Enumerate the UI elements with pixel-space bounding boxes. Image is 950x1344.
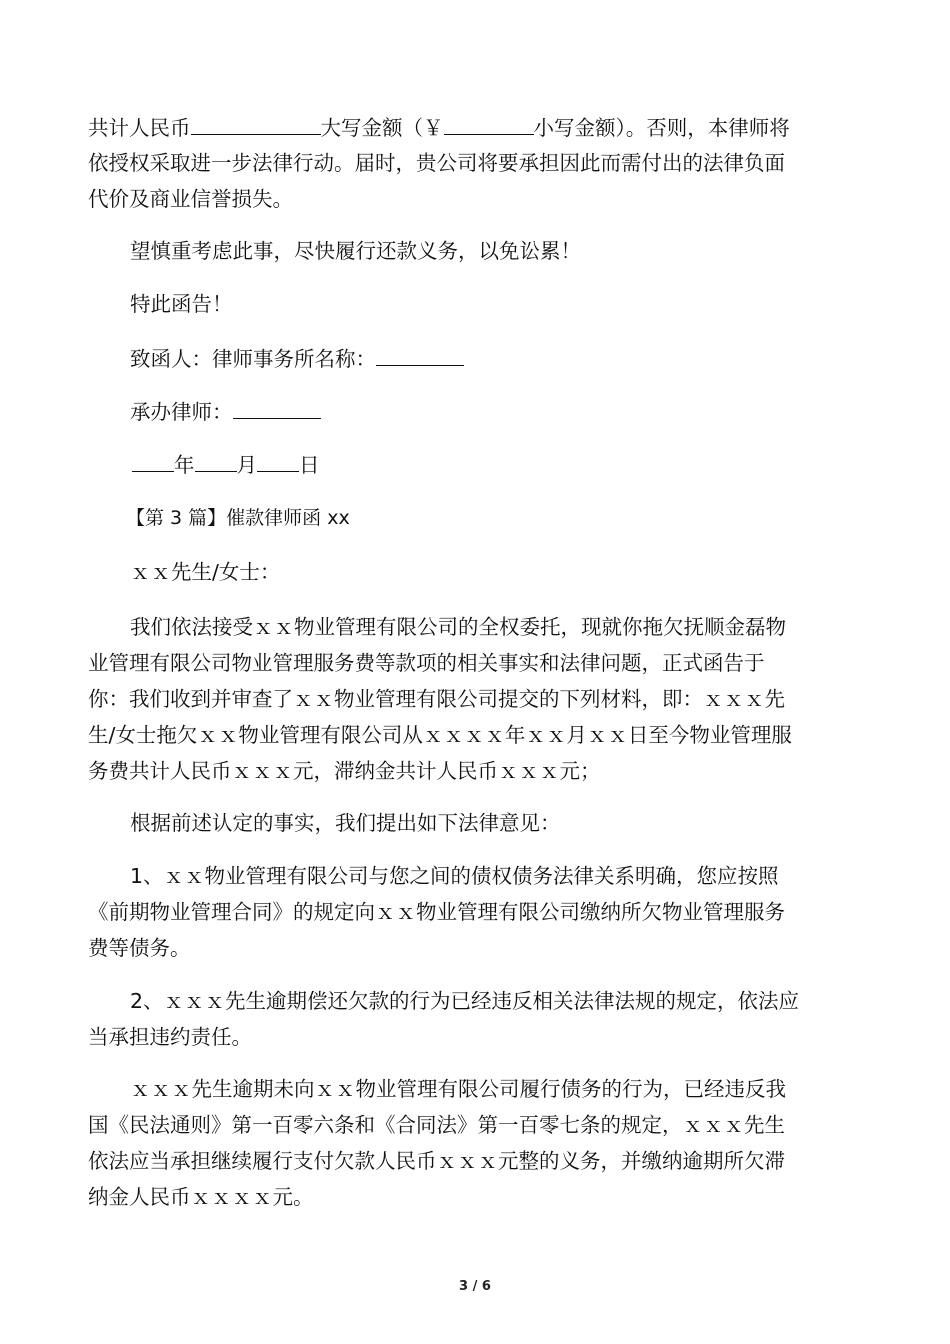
- paragraph-1-text-b: 大写金额（￥: [320, 116, 444, 140]
- section-heading: 【第 3 篇】催款律师函 xx: [126, 507, 350, 529]
- paragraph-7-line-2: 当承担违约责任。: [88, 1025, 252, 1049]
- lawyer-label: 承办律师：: [130, 400, 233, 424]
- paragraph-8-line-2: 国《民法通则》第一百零六条和《合同法》第一百零七条的规定，ｘｘｘ先生: [88, 1113, 785, 1137]
- paragraph-1-line-1: [88, 114, 790, 141]
- paragraph-4-line-5: 务费共计人民币ｘｘｘ元，滞纳金共计人民币ｘｘｘ元；: [88, 759, 601, 783]
- paragraph-2: 望慎重考虑此事，尽快履行还款义务，以免讼累！: [130, 239, 581, 263]
- paragraph-8-line-4: 纳金人民币ｘｘｘｘ元。: [88, 1185, 314, 1209]
- day-label: 日: [299, 453, 320, 477]
- firm-name-blank: [376, 345, 464, 366]
- paragraph-6-line-3: 费等债务。: [88, 936, 191, 960]
- paragraph-7-line-1: 2、ｘｘｘ先生逾期偿还欠款的行为已经违反相关法律法规的规定，依法应: [130, 989, 800, 1013]
- lawyer-line: [130, 398, 321, 425]
- paragraph-1-text-c: 小写金额）。否则，本律师将: [533, 116, 790, 140]
- paragraph-6-line-1: 1、ｘｘ物业管理有限公司与您之间的债权债务法律关系明确，您应按照: [130, 864, 779, 888]
- year-blank: [132, 451, 174, 472]
- sender-firm-label: 致函人：律师事务所名称：: [130, 347, 376, 371]
- paragraph-4-line-4: 生/女士拖欠ｘｘ物业管理有限公司从ｘｘｘｘ年ｘｘ月ｘｘ日至今物业管理服: [88, 723, 792, 747]
- salutation: ｘｘ先生/女士：: [130, 560, 281, 584]
- year-label: 年: [174, 453, 195, 477]
- paragraph-4-line-2: 业管理有限公司物业管理服务费等款项的相关事实和法律问题，正式函告于: [88, 651, 765, 675]
- paragraph-8-line-3: 依法应当承担继续履行支付欠款人民币ｘｘｘ元整的义务，并缴纳逾期所欠滞: [88, 1149, 785, 1173]
- date-line: [132, 451, 320, 478]
- paragraph-1-line-3: 代价及商业信誉损失。: [88, 187, 293, 211]
- paragraph-8-line-1: ｘｘｘ先生逾期未向ｘｘ物业管理有限公司履行债务的行为，已经违反我: [130, 1077, 786, 1101]
- month-blank: [195, 451, 237, 472]
- amount-figures-blank: [444, 114, 534, 135]
- page-number: 3 / 6: [459, 1279, 491, 1294]
- paragraph-4-line-3: 你：我们收到并审查了ｘｘ物业管理有限公司提交的下列材料，即：ｘｘｘ先: [88, 687, 785, 711]
- month-label: 月: [236, 453, 257, 477]
- lawyer-name-blank: [233, 398, 321, 419]
- day-blank: [257, 451, 299, 472]
- amount-words-blank: [191, 114, 321, 135]
- paragraph-4-line-1: 我们依法接受ｘｘ物业管理有限公司的全权委托，现就你拖欠抚顺金磊物: [130, 615, 786, 639]
- paragraph-6-line-2: 《前期物业管理合同》的规定向ｘｘ物业管理有限公司缴纳所欠物业管理服务: [88, 900, 785, 924]
- sender-firm-line: [130, 345, 464, 372]
- paragraph-5: 根据前述认定的事实，我们提出如下法律意见：: [130, 811, 561, 835]
- paragraph-1-line-2: 依授权采取进一步法律行动。届时，贵公司将要承担因此而需付出的法律负面: [88, 151, 785, 175]
- paragraph-1-text-a: 共计人民币: [88, 116, 191, 140]
- paragraph-3: 特此函告！: [130, 292, 233, 316]
